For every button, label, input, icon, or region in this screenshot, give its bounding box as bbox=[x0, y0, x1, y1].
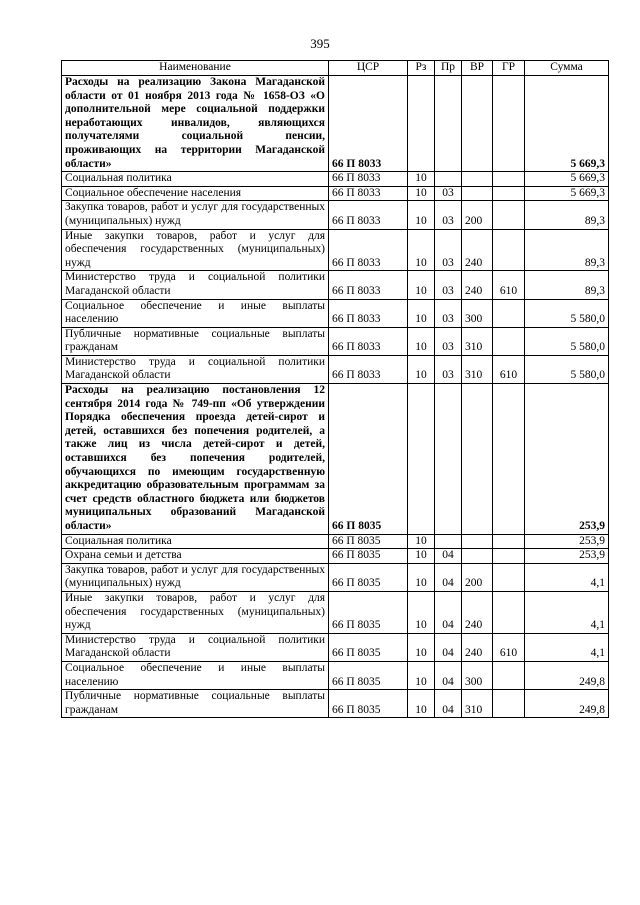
cell-pr bbox=[435, 534, 462, 549]
cell-rz: 10 bbox=[408, 172, 435, 187]
cell-pr: 03 bbox=[435, 355, 462, 383]
cell-pr: 03 bbox=[435, 271, 462, 299]
cell-csr: 66 П 8035 bbox=[329, 591, 408, 633]
table-row bbox=[62, 563, 609, 591]
cell-vr bbox=[462, 534, 493, 549]
table-row bbox=[62, 186, 609, 201]
table-row bbox=[62, 76, 609, 172]
cell-name: Расходы на реализацию постановления 12 сентября 2014 года № 749-пп «Об утверждении Порядка обеспечения проезда детей-сирот и детей, оставшихся без попечения родителей, а также лиц из числа детей-сирот и детей, оставшихся без попечения родителей, обучающихся по имеющим государственную аккредитацию образовательным программам за счет средств областного бюджета или бюджетов муниципальных образований Магаданской области» bbox=[62, 384, 329, 535]
cell-csr: 66 П 8033 bbox=[329, 229, 408, 271]
table-row bbox=[62, 633, 609, 661]
table-row bbox=[62, 327, 609, 355]
cell-sum: 5 580,0 bbox=[525, 327, 609, 355]
cell-rz: 10 bbox=[408, 271, 435, 299]
cell-csr: 66 П 8033 bbox=[329, 299, 408, 327]
cell-csr: 66 П 8035 bbox=[329, 563, 408, 591]
cell-sum: 253,9 bbox=[525, 549, 609, 564]
cell-rz: 10 bbox=[408, 327, 435, 355]
cell-csr: 66 П 8035 bbox=[329, 549, 408, 564]
cell-gr bbox=[493, 549, 525, 564]
cell-vr: 310 bbox=[462, 355, 493, 383]
column-header-gr: ГР bbox=[493, 61, 525, 76]
cell-name: Закупка товаров, работ и услуг для государственных (муниципальных) нужд bbox=[62, 563, 329, 591]
cell-gr bbox=[493, 299, 525, 327]
cell-gr: 610 bbox=[493, 633, 525, 661]
cell-rz bbox=[408, 76, 435, 172]
cell-name: Министерство труда и социальной политики Магаданской области bbox=[62, 355, 329, 383]
cell-name: Социальное обеспечение населения bbox=[62, 186, 329, 201]
cell-vr: 240 bbox=[462, 271, 493, 299]
cell-name: Охрана семьи и детства bbox=[62, 549, 329, 564]
cell-rz: 10 bbox=[408, 534, 435, 549]
cell-gr bbox=[493, 690, 525, 718]
cell-gr bbox=[493, 327, 525, 355]
cell-rz: 10 bbox=[408, 633, 435, 661]
cell-gr bbox=[493, 201, 525, 229]
budget-table bbox=[61, 60, 609, 718]
cell-sum: 5 669,3 bbox=[525, 172, 609, 187]
cell-sum: 4,1 bbox=[525, 563, 609, 591]
cell-gr bbox=[493, 661, 525, 689]
cell-gr bbox=[493, 76, 525, 172]
cell-pr: 03 bbox=[435, 327, 462, 355]
table-header-row bbox=[62, 61, 609, 76]
cell-sum: 253,9 bbox=[525, 384, 609, 535]
cell-sum: 89,3 bbox=[525, 229, 609, 271]
cell-vr: 310 bbox=[462, 690, 493, 718]
cell-gr bbox=[493, 563, 525, 591]
cell-rz bbox=[408, 384, 435, 535]
cell-vr bbox=[462, 76, 493, 172]
table-row bbox=[62, 271, 609, 299]
cell-csr: 66 П 8033 bbox=[329, 201, 408, 229]
cell-pr bbox=[435, 384, 462, 535]
cell-csr: 66 П 8033 bbox=[329, 186, 408, 201]
cell-rz: 10 bbox=[408, 591, 435, 633]
cell-name: Закупка товаров, работ и услуг для государственных (муниципальных) нужд bbox=[62, 201, 329, 229]
cell-csr: 66 П 8035 bbox=[329, 690, 408, 718]
cell-vr bbox=[462, 384, 493, 535]
column-header-vr: ВР bbox=[462, 61, 493, 76]
cell-sum: 253,9 bbox=[525, 534, 609, 549]
table-row bbox=[62, 690, 609, 718]
column-header-rz: Рз bbox=[408, 61, 435, 76]
cell-vr: 310 bbox=[462, 327, 493, 355]
cell-gr bbox=[493, 172, 525, 187]
table-row bbox=[62, 661, 609, 689]
cell-pr bbox=[435, 76, 462, 172]
cell-rz: 10 bbox=[408, 661, 435, 689]
cell-pr: 04 bbox=[435, 563, 462, 591]
cell-rz: 10 bbox=[408, 355, 435, 383]
cell-vr: 300 bbox=[462, 299, 493, 327]
cell-pr bbox=[435, 172, 462, 187]
cell-rz: 10 bbox=[408, 299, 435, 327]
cell-rz: 10 bbox=[408, 229, 435, 271]
cell-csr: 66 П 8035 bbox=[329, 384, 408, 535]
cell-gr bbox=[493, 591, 525, 633]
cell-sum: 5 669,3 bbox=[525, 76, 609, 172]
cell-csr: 66 П 8033 bbox=[329, 327, 408, 355]
cell-pr: 04 bbox=[435, 690, 462, 718]
table-row bbox=[62, 534, 609, 549]
cell-name: Иные закупки товаров, работ и услуг для обеспечения государственных (муниципальных) нужд bbox=[62, 591, 329, 633]
cell-rz: 10 bbox=[408, 549, 435, 564]
cell-vr bbox=[462, 186, 493, 201]
cell-csr: 66 П 8033 bbox=[329, 76, 408, 172]
cell-rz: 10 bbox=[408, 563, 435, 591]
cell-sum: 4,1 bbox=[525, 591, 609, 633]
cell-name: Социальная политика bbox=[62, 172, 329, 187]
cell-vr bbox=[462, 172, 493, 187]
table-row bbox=[62, 591, 609, 633]
cell-pr: 03 bbox=[435, 186, 462, 201]
column-header-csr: ЦСР bbox=[329, 61, 408, 76]
cell-rz: 10 bbox=[408, 690, 435, 718]
cell-name: Социальное обеспечение и иные выплаты населению bbox=[62, 299, 329, 327]
column-header-name: Наименование bbox=[62, 61, 329, 76]
cell-name: Публичные нормативные социальные выплаты гражданам bbox=[62, 327, 329, 355]
cell-name: Расходы на реализацию Закона Магаданской области от 01 ноября 2013 года № 1658-ОЗ «О дополнительной мере социальной поддержки неработающих инвалидов, являющихся получателями социальной пенсии, проживающих на территории Магаданской области» bbox=[62, 76, 329, 172]
page-number: 395 bbox=[310, 36, 330, 51]
table-row bbox=[62, 229, 609, 271]
cell-csr: 66 П 8033 bbox=[329, 172, 408, 187]
cell-vr: 240 bbox=[462, 591, 493, 633]
table-row bbox=[62, 355, 609, 383]
table-row bbox=[62, 172, 609, 187]
cell-vr: 300 bbox=[462, 661, 493, 689]
cell-sum: 89,3 bbox=[525, 271, 609, 299]
cell-name: Социальное обеспечение и иные выплаты населению bbox=[62, 661, 329, 689]
cell-sum: 249,8 bbox=[525, 661, 609, 689]
cell-pr: 04 bbox=[435, 661, 462, 689]
table-row bbox=[62, 299, 609, 327]
cell-name: Публичные нормативные социальные выплаты гражданам bbox=[62, 690, 329, 718]
cell-csr: 66 П 8033 bbox=[329, 271, 408, 299]
cell-gr bbox=[493, 229, 525, 271]
cell-vr: 200 bbox=[462, 563, 493, 591]
cell-rz: 10 bbox=[408, 186, 435, 201]
cell-pr: 03 bbox=[435, 229, 462, 271]
column-header-sum: Сумма bbox=[525, 61, 609, 76]
cell-name: Социальная политика bbox=[62, 534, 329, 549]
cell-name: Министерство труда и социальной политики Магаданской области bbox=[62, 633, 329, 661]
cell-sum: 5 580,0 bbox=[525, 299, 609, 327]
cell-name: Иные закупки товаров, работ и услуг для обеспечения государственных (муниципальных) нужд bbox=[62, 229, 329, 271]
cell-sum: 4,1 bbox=[525, 633, 609, 661]
column-header-pr: Пр bbox=[435, 61, 462, 76]
cell-name: Министерство труда и социальной политики Магаданской области bbox=[62, 271, 329, 299]
cell-sum: 5 580,0 bbox=[525, 355, 609, 383]
cell-gr bbox=[493, 384, 525, 535]
cell-pr: 04 bbox=[435, 633, 462, 661]
table-row bbox=[62, 201, 609, 229]
cell-sum: 5 669,3 bbox=[525, 186, 609, 201]
cell-csr: 66 П 8033 bbox=[329, 355, 408, 383]
cell-rz: 10 bbox=[408, 201, 435, 229]
cell-gr: 610 bbox=[493, 355, 525, 383]
cell-sum: 249,8 bbox=[525, 690, 609, 718]
table-row bbox=[62, 549, 609, 564]
cell-csr: 66 П 8035 bbox=[329, 633, 408, 661]
cell-vr bbox=[462, 549, 493, 564]
cell-vr: 200 bbox=[462, 201, 493, 229]
cell-csr: 66 П 8035 bbox=[329, 534, 408, 549]
table-row bbox=[62, 384, 609, 535]
cell-gr: 610 bbox=[493, 271, 525, 299]
cell-vr: 240 bbox=[462, 229, 493, 271]
cell-gr bbox=[493, 534, 525, 549]
cell-gr bbox=[493, 186, 525, 201]
cell-pr: 03 bbox=[435, 201, 462, 229]
cell-pr: 03 bbox=[435, 299, 462, 327]
cell-csr: 66 П 8035 bbox=[329, 661, 408, 689]
cell-sum: 89,3 bbox=[525, 201, 609, 229]
cell-vr: 240 bbox=[462, 633, 493, 661]
cell-pr: 04 bbox=[435, 549, 462, 564]
cell-pr: 04 bbox=[435, 591, 462, 633]
